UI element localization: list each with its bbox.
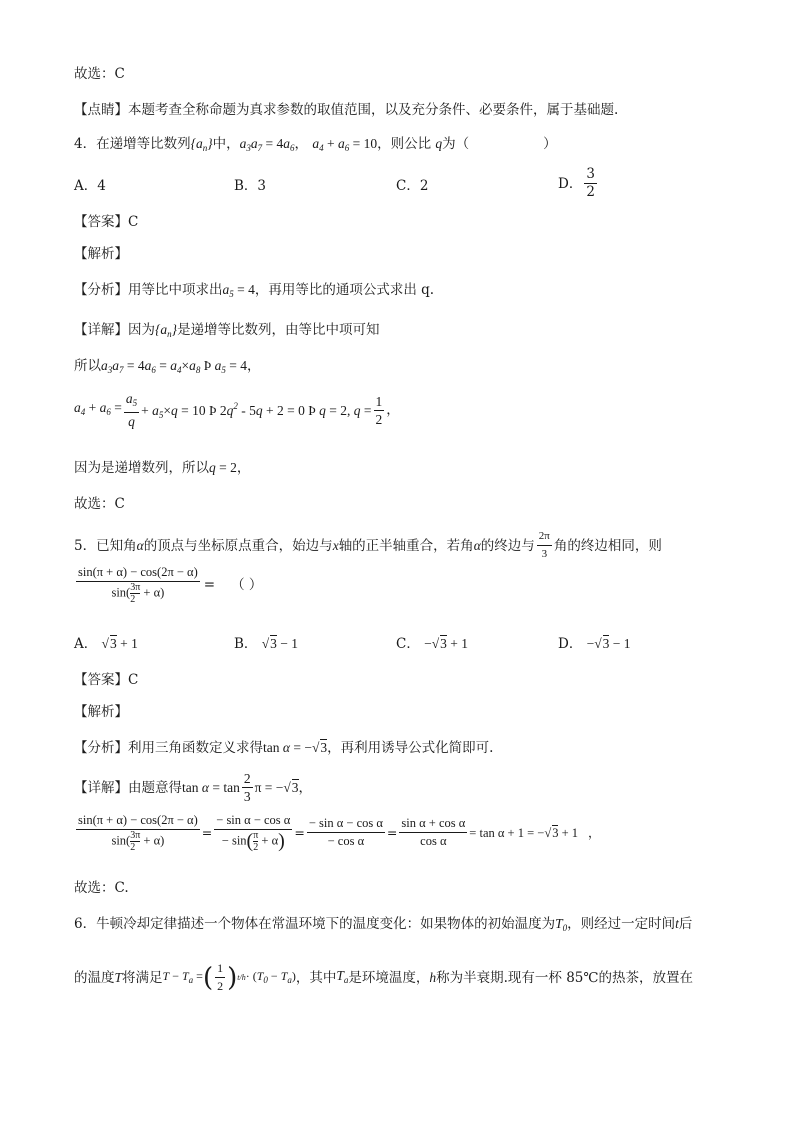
conclusion: 因为是递增数列，所以q = 2，: [74, 460, 251, 476]
fenxi-text: ，再用等比的通项公式求出 q.: [254, 282, 435, 298]
q5-paren: （ ）: [231, 576, 263, 593]
q6-text: ，其中: [295, 969, 337, 986]
q4-text: 中，: [212, 136, 240, 152]
frac-den: 2: [586, 184, 595, 200]
question-6-line-2: 的温度 T 将满足 $T - T_a$ = ( $\frac{1}{2}$ ) t/h · $(T_0 - T_a)$ ，其中 $T_a$ 是环境温度， h 称为半衰期.现有一杯 85℃的热茶，放置在: [74, 961, 694, 993]
option-label: A．: [74, 636, 98, 652]
q6-text: 后: [678, 916, 693, 932]
option-b: B．3: [234, 178, 267, 194]
q4-text: ，: [294, 136, 309, 152]
option-d: D． −√3 − 1: [558, 636, 631, 652]
fenxi-text: 【分析】用等比中项求出: [74, 282, 223, 298]
q6-text: 称为半衰期.现有一杯 85℃的热茶，放置在: [436, 969, 694, 986]
answer: 【答案】C: [74, 672, 139, 688]
question-6-line-1: 6．牛顿冷却定律描述一个物体在常温环境下的温度变化：如果物体的初始温度为$T_0$，则经过一定时间t后: [74, 916, 693, 933]
xiangjie-text: 是递增等比数列，由等比中项可知: [177, 322, 380, 338]
conclusion-text: 因为是递增数列，所以: [74, 460, 209, 476]
jiexi-label: 【解析】: [74, 246, 128, 262]
q6-text: 将满足: [122, 969, 163, 986]
derivation-1: 所以$a_3a_7 = 4a_6 = a_4\times a_8$ Þ $a_5 = 4$，: [74, 358, 261, 375]
q5-text: 轴的正半轴重合，若角: [338, 537, 474, 554]
option-a: A． √3 + 1: [74, 636, 138, 652]
q4-text: 为（: [442, 136, 470, 152]
fenxi-text: ，再利用诱导公式化简即可.: [327, 740, 494, 756]
derivation-text: 所以: [74, 358, 101, 374]
derivation-3: sin(π + α) − cos(2π − α) sin( $\frac{3\pi}{2}$ + α) = − sin α − cos α − sin( $\frac{\pi}{2}$ + α) = $\frac{\text{− sin α − cos α}}{\text{− cos α}}$ = $\frac{\text{sin α + cos α}}{\text{cos α}}$ = tan α + 1 = −√3 + 1 ，: [78, 813, 601, 853]
q5-text: 角的终边相同，则: [553, 537, 662, 554]
q6-text: 6．牛顿冷却定律描述一个物体在常温环境下的温度变化：如果物体的初始温度为: [74, 916, 556, 932]
xiangjie-text: 【详解】因为: [74, 322, 155, 338]
xiangjie-text: 【详解】由题意得: [74, 779, 182, 796]
text-line: 故选：C: [74, 66, 125, 82]
q6-text: ，则经过一定时间: [567, 916, 676, 932]
option-b: B． √3 − 1: [234, 636, 299, 652]
q4-text: ）: [543, 136, 557, 152]
q4-text: ，则公比: [377, 136, 432, 152]
frac-num: 3: [586, 166, 595, 182]
conclusion-text: ，: [236, 460, 251, 476]
fenxi-text: 【分析】利用三角函数定义求得: [74, 740, 263, 756]
option-c: C．2: [396, 178, 429, 194]
q5-expression: sin(π + α) − cos(2π − α) sin( $\frac{3\pi}{2}$ + α) = （ ）: [78, 565, 263, 605]
question-4: 4．在递增等比数列$\{a_n\}$中，$a_3a_7 = 4a_6$， $a_4 + a_6 = 10$，则公比 q为（ ）: [74, 136, 557, 153]
option-a: A．4: [74, 178, 106, 194]
derivation-2: $a_4 + a_6$ = $\frac{a_5}{q}$ + $a_5\times q = 10$ Þ $2q^2 - 5q + 2 = 0$ Þ q = 2, q = $\frac{1}{2}$ ，: [74, 391, 400, 429]
option-d-label: D．: [558, 175, 583, 192]
fenxi: 【分析】利用三角函数定义求得tan α = −√3，再利用诱导公式化简即可.: [74, 740, 494, 756]
final-answer: 故选：C: [74, 496, 125, 512]
option-label: C．: [396, 636, 420, 652]
answer: 【答案】C: [74, 214, 139, 230]
question-5: 5．已知角 α 的顶点与坐标原点重合，始边与 x 轴的正半轴重合，若角 α 的终边与 $\frac{2\pi}{3}$ 角的终边相同，则: [74, 530, 662, 560]
q6-text: 的温度: [74, 969, 115, 986]
option-label: D．: [558, 636, 583, 652]
text-line: 【点睛】本题考查全称命题为真求参数的取值范围，以及充分条件、必要条件，属于基础题.: [74, 102, 619, 118]
xiangjie: 【详解】由题意得 tan α = tan $\frac{2}{3}$ π = −√3 ，: [74, 771, 313, 804]
option-d: [558, 166, 599, 201]
q4-prefix: 4．在递增等比数列: [74, 136, 191, 152]
q5-text: 的终边与: [480, 537, 535, 554]
xiangjie: 【详解】因为$\{a_n\}$是递增等比数列，由等比中项可知: [74, 322, 380, 339]
fenxi: 【分析】用等比中项求出$a_5 = 4$，再用等比的通项公式求出 q.: [74, 282, 435, 299]
q5-text: 5．已知角: [74, 537, 137, 554]
jiexi-label: 【解析】: [74, 704, 128, 720]
option-c: C． −√3 + 1: [396, 636, 469, 652]
q5-text: 的顶点与坐标原点重合，始边与: [143, 537, 333, 554]
final-answer: 故选：C.: [74, 880, 129, 896]
option-label: B．: [234, 636, 258, 652]
q6-text: 是环境温度，: [348, 969, 430, 986]
